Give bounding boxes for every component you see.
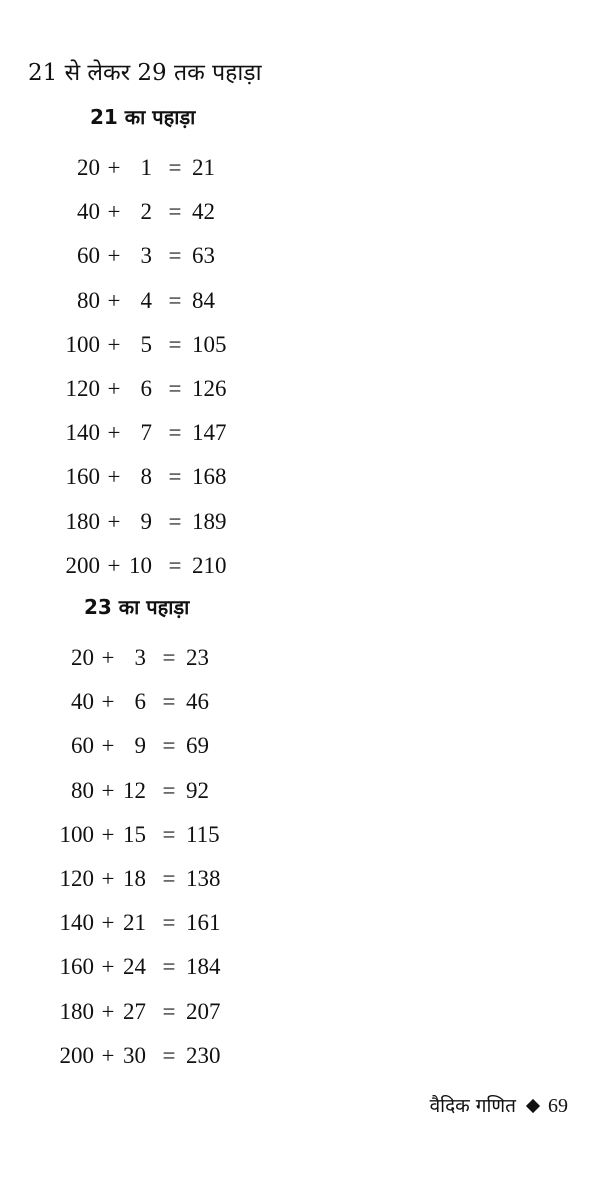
addend-b: 9 xyxy=(134,733,146,759)
plus-sign: + xyxy=(101,910,115,936)
result-value: 69 xyxy=(186,733,209,759)
result-value: 161 xyxy=(186,910,221,936)
plus-sign: + xyxy=(107,552,121,578)
book-title: वैदिक गणित xyxy=(429,1095,516,1117)
addend-a: 180 xyxy=(59,998,94,1024)
addend-b: 6 xyxy=(134,689,146,715)
table-row xyxy=(54,724,226,768)
plus-sign: + xyxy=(107,155,121,181)
equals-sign: = xyxy=(162,1042,176,1068)
result-value: 23 xyxy=(186,645,209,671)
diamond-icon xyxy=(526,1099,540,1113)
addend-b: 2 xyxy=(140,199,152,225)
addend-a: 140 xyxy=(65,420,100,446)
plus-sign: + xyxy=(101,821,115,847)
table-row xyxy=(60,279,232,323)
addend-a: 160 xyxy=(65,464,100,490)
result-value: 84 xyxy=(192,287,215,313)
table-row xyxy=(54,680,226,724)
addend-a: 80 xyxy=(71,777,94,803)
equals-sign: = xyxy=(162,954,176,980)
equals-sign: = xyxy=(168,243,182,269)
equals-sign: = xyxy=(162,910,176,936)
addend-b: 30 xyxy=(123,1042,146,1068)
equals-sign: = xyxy=(162,777,176,803)
plus-sign: + xyxy=(107,420,121,446)
plus-sign: + xyxy=(107,199,121,225)
table-row xyxy=(60,323,232,367)
addend-b: 10 xyxy=(129,552,152,578)
addend-a: 200 xyxy=(59,1042,94,1068)
addend-a: 80 xyxy=(77,287,100,313)
plus-sign: + xyxy=(107,464,121,490)
addend-b: 18 xyxy=(123,866,146,892)
equals-sign: = xyxy=(168,199,182,225)
plus-sign: + xyxy=(101,645,115,671)
addend-a: 140 xyxy=(59,910,94,936)
plus-sign: + xyxy=(101,733,115,759)
result-value: 189 xyxy=(192,508,227,534)
equals-sign: = xyxy=(168,464,182,490)
result-value: 46 xyxy=(186,689,209,715)
equals-sign: = xyxy=(168,331,182,357)
equals-sign: = xyxy=(168,420,182,446)
result-value: 147 xyxy=(192,420,227,446)
addend-a: 120 xyxy=(65,376,100,402)
result-value: 126 xyxy=(192,376,227,402)
table-row xyxy=(54,990,226,1034)
plus-sign: + xyxy=(107,331,121,357)
equals-sign: = xyxy=(168,155,182,181)
table-title: 23 का पहाड़ा xyxy=(84,595,190,619)
addend-b: 27 xyxy=(123,998,146,1024)
page-heading: 21 से लेकर 29 तक पहाड़ा xyxy=(28,60,262,86)
result-value: 115 xyxy=(186,821,220,847)
equals-sign: = xyxy=(168,552,182,578)
addend-a: 120 xyxy=(59,866,94,892)
plus-sign: + xyxy=(101,689,115,715)
table-row xyxy=(60,544,232,588)
equals-sign: = xyxy=(162,821,176,847)
addend-b: 3 xyxy=(140,243,152,269)
addend-b: 9 xyxy=(140,508,152,534)
addend-a: 60 xyxy=(77,243,100,269)
equals-sign: = xyxy=(162,998,176,1024)
plus-sign: + xyxy=(101,866,115,892)
addend-a: 20 xyxy=(77,155,100,181)
result-value: 42 xyxy=(192,199,215,225)
addend-b: 15 xyxy=(123,821,146,847)
table-rows xyxy=(60,146,232,588)
result-value: 210 xyxy=(192,552,227,578)
plus-sign: + xyxy=(107,376,121,402)
table-row xyxy=(60,190,232,234)
plus-sign: + xyxy=(107,243,121,269)
addend-b: 21 xyxy=(123,910,146,936)
result-value: 63 xyxy=(192,243,215,269)
addend-b: 8 xyxy=(140,464,152,490)
table-row xyxy=(60,455,232,499)
addend-a: 60 xyxy=(71,733,94,759)
addend-b: 5 xyxy=(140,331,152,357)
table-row xyxy=(54,813,226,857)
addend-b: 1 xyxy=(140,155,152,181)
addend-a: 200 xyxy=(65,552,100,578)
addend-a: 40 xyxy=(71,689,94,715)
addend-a: 180 xyxy=(65,508,100,534)
equals-sign: = xyxy=(162,866,176,892)
table-row xyxy=(60,367,232,411)
addend-b: 12 xyxy=(123,777,146,803)
table-row xyxy=(54,945,226,989)
result-value: 105 xyxy=(192,331,227,357)
addend-b: 6 xyxy=(140,376,152,402)
table-row xyxy=(60,500,232,544)
page-footer xyxy=(430,1092,568,1120)
addend-b: 24 xyxy=(123,954,146,980)
table-row xyxy=(54,1034,226,1078)
result-value: 168 xyxy=(192,464,227,490)
table-rows xyxy=(54,636,226,1078)
equals-sign: = xyxy=(162,645,176,671)
equals-sign: = xyxy=(162,689,176,715)
page-number: 69 xyxy=(548,1095,568,1117)
table-row xyxy=(60,411,232,455)
addend-b: 4 xyxy=(140,287,152,313)
table-row xyxy=(54,769,226,813)
table-row xyxy=(54,901,226,945)
addend-b: 7 xyxy=(140,420,152,446)
result-value: 207 xyxy=(186,998,221,1024)
result-value: 184 xyxy=(186,954,221,980)
result-value: 230 xyxy=(186,1042,221,1068)
multiplication-table-21 xyxy=(60,102,232,588)
addend-a: 100 xyxy=(59,821,94,847)
multiplication-table-23 xyxy=(54,592,226,1078)
table-title: 21 का पहाड़ा xyxy=(90,105,196,129)
plus-sign: + xyxy=(101,954,115,980)
addend-a: 40 xyxy=(77,199,100,225)
equals-sign: = xyxy=(168,376,182,402)
equals-sign: = xyxy=(162,733,176,759)
plus-sign: + xyxy=(107,287,121,313)
table-row xyxy=(60,234,232,278)
addend-a: 160 xyxy=(59,954,94,980)
addend-a: 100 xyxy=(65,331,100,357)
plus-sign: + xyxy=(101,1042,115,1068)
table-row xyxy=(54,857,226,901)
addend-b: 3 xyxy=(134,645,146,671)
plus-sign: + xyxy=(101,777,115,803)
equals-sign: = xyxy=(168,508,182,534)
result-value: 21 xyxy=(192,155,215,181)
table-row xyxy=(54,636,226,680)
addend-a: 20 xyxy=(71,645,94,671)
result-value: 92 xyxy=(186,777,209,803)
table-row xyxy=(60,146,232,190)
equals-sign: = xyxy=(168,287,182,313)
result-value: 138 xyxy=(186,866,221,892)
plus-sign: + xyxy=(101,998,115,1024)
plus-sign: + xyxy=(107,508,121,534)
